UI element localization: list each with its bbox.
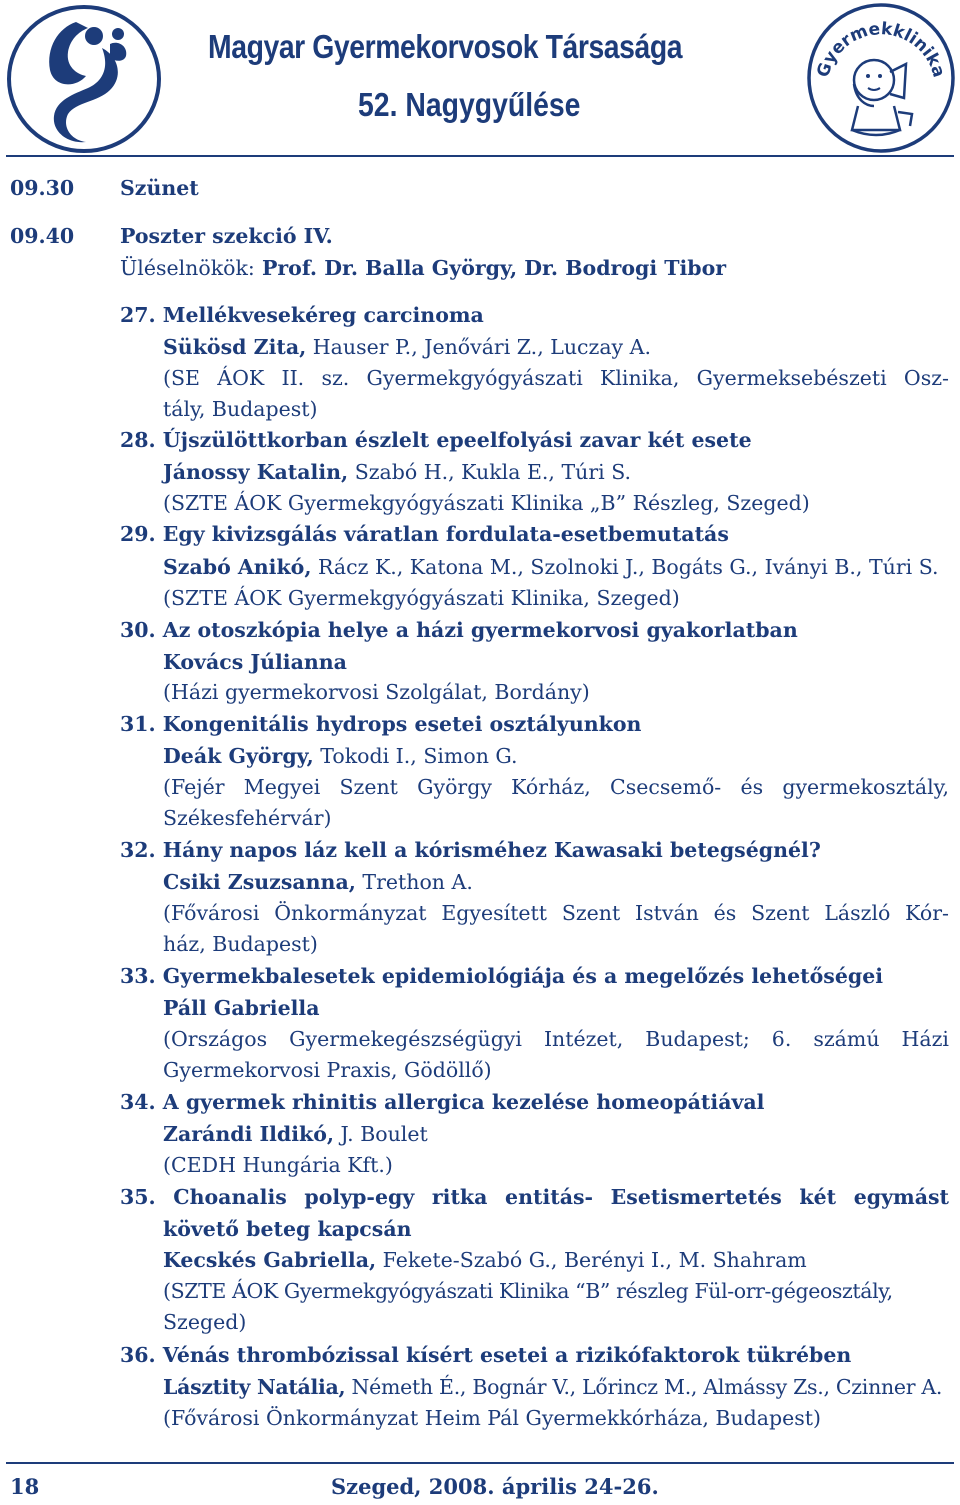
poster-27-affiliation-2: tály, Budapest)	[163, 397, 318, 421]
page-number: 18	[10, 1474, 40, 1499]
coauthors: Trethon A.	[355, 870, 473, 894]
lead-author: Sükösd Zita,	[163, 335, 307, 359]
poster-27-authors	[163, 334, 651, 360]
poster-34-affiliation-1: (CEDH Hungária Kft.)	[163, 1153, 393, 1177]
poster-33-affiliation-1: (Országos Gyermekegészségügyi Intézet, Budapest; 6. számú Házi	[163, 1027, 949, 1051]
poster-35-authors	[163, 1247, 807, 1273]
poster-32-affiliation-2: ház, Budapest)	[163, 932, 318, 956]
coauthors: Hauser P., Jenővári Z., Luczay A.	[306, 335, 651, 359]
poster-28-authors	[163, 459, 631, 485]
poster-28-title: 28. Újszülöttkorban észlelt epeelfolyási zavar két esete	[120, 428, 752, 452]
poster-36-affiliation-1: (Fővárosi Önkormányzat Heim Pál Gyermekkórháza, Budapest)	[163, 1406, 822, 1430]
coauthors: Németh É., Bognár V., Lőrincz M., Almássy Zs., Czinner A.	[345, 1375, 943, 1399]
gyermekklinika-arc-text: Gyermekklinika	[813, 19, 949, 80]
poster-30-title: 30. Az otoszkópia helye a házi gyermekorvosi gyakorlatban	[120, 618, 798, 642]
coauthors: Fekete-Szabó G., Berényi I., M. Shahram	[376, 1248, 807, 1272]
lead-author: Jánossy Katalin,	[163, 460, 349, 484]
break-label: Szünet	[120, 176, 199, 200]
poster-29-affiliation-1: (SZTE ÁOK Gyermekgyógyászati Klinika, Szeged)	[163, 586, 680, 610]
poster-29-title: 29. Egy kivizsgálás váratlan fordulata-esetbemutatás	[120, 522, 729, 546]
poster-34-authors	[163, 1121, 428, 1147]
session-title: Poszter szekció IV.	[120, 224, 333, 248]
session-chairs	[120, 255, 726, 281]
coauthors: Szabó H., Kukla E., Túri S.	[348, 460, 632, 484]
poster-32-authors	[163, 869, 473, 895]
lead-author: Szabó Anikó,	[163, 555, 312, 579]
chairs-label: Üléselnökök:	[120, 256, 255, 280]
chairs-names: Prof. Dr. Balla György, Dr. Bodrogi Tibor	[254, 256, 727, 280]
poster-32-affiliation-1: (Fővárosi Önkormányzat Egyesített Szent István és Szent László Kór-	[163, 901, 949, 925]
coauthors: Rácz K., Katona M., Szolnoki J., Bogáts G., Iványi B., Túri S.	[311, 555, 939, 579]
poster-31-affiliation-2: Székesfehérvár)	[163, 806, 332, 830]
poster-36-authors	[163, 1374, 942, 1400]
poster-28-affiliation-1: (SZTE ÁOK Gyermekgyógyászati Klinika „B” Részleg, Szeged)	[163, 491, 810, 515]
poster-30-affiliation-1: (Házi gyermekorvosi Szolgálat, Bordány)	[163, 680, 590, 704]
poster-31-title: 31. Kongenitális hydrops esetei osztályunkon	[120, 712, 642, 736]
coauthors: J. Boulet	[334, 1122, 428, 1146]
footer-event: Szeged, 2008. április 24-26.	[331, 1474, 659, 1499]
poster-30-lead-author: Kovács Júlianna	[163, 650, 347, 674]
poster-35-title-2: követő beteg kapcsán	[163, 1217, 412, 1241]
society-title: Magyar Gyermekorvosok Társasága	[208, 28, 683, 65]
page-header	[0, 0, 960, 160]
coauthors: Tokodi I., Simon G.	[313, 744, 518, 768]
poster-36-title: 36. Vénás thrombózissal kísért esetei a rizikófaktorok tükrében	[120, 1343, 852, 1367]
lead-author: Kecskés Gabriella,	[163, 1248, 377, 1272]
header-divider	[6, 155, 954, 157]
break-time: 09.30	[10, 176, 75, 200]
lead-author: Deák György,	[163, 744, 314, 768]
poster-31-authors	[163, 743, 518, 769]
poster-34-title: 34. A gyermek rhinitis allergica kezelése homeopátiával	[120, 1090, 765, 1114]
lead-author: Csiki Zsuzsanna,	[163, 870, 356, 894]
poster-31-affiliation-1: (Fejér Megyei Szent György Kórház, Csecsemő- és gyermekosztály,	[163, 775, 949, 799]
congress-subtitle: 52. Nagygyűlése	[358, 86, 581, 123]
society-logo-icon	[6, 4, 162, 154]
lead-author: Lásztity Natália,	[163, 1375, 346, 1399]
poster-35-affiliation-1: (SZTE ÁOK Gyermekgyógyászati Klinika “B” részleg Fül-orr-gégeosztály,	[163, 1279, 893, 1303]
poster-33-affiliation-2: Gyermekorvosi Praxis, Gödöllő)	[163, 1058, 492, 1082]
lead-author: Zarándi Ildikó,	[163, 1122, 335, 1146]
gyermekklinika-logo-icon	[806, 2, 956, 154]
svg-text:Gyermekklinika	[813, 19, 948, 80]
poster-29-authors	[163, 554, 939, 580]
poster-33-title: 33. Gyermekbalesetek epidemiológiája és a megelőzés lehetőségei	[120, 964, 884, 988]
poster-27-title: 27. Mellékvesekéreg carcinoma	[120, 303, 484, 327]
poster-33-lead-author: Páll Gabriella	[163, 996, 320, 1020]
session-time: 09.40	[10, 224, 75, 248]
poster-35-title-1: 35. Choanalis polyp-egy ritka entitás- Esetismertetés két egymást	[120, 1185, 949, 1209]
poster-35-affiliation-2: Szeged)	[163, 1310, 247, 1334]
poster-27-affiliation-1: (SE ÁOK II. sz. Gyermekgyógyászati Klinika, Gyermeksebészeti Osz-	[163, 366, 949, 390]
footer-divider	[6, 1462, 954, 1464]
poster-32-title: 32. Hány napos láz kell a kórisméhez Kawasaki betegségnél?	[120, 838, 821, 862]
